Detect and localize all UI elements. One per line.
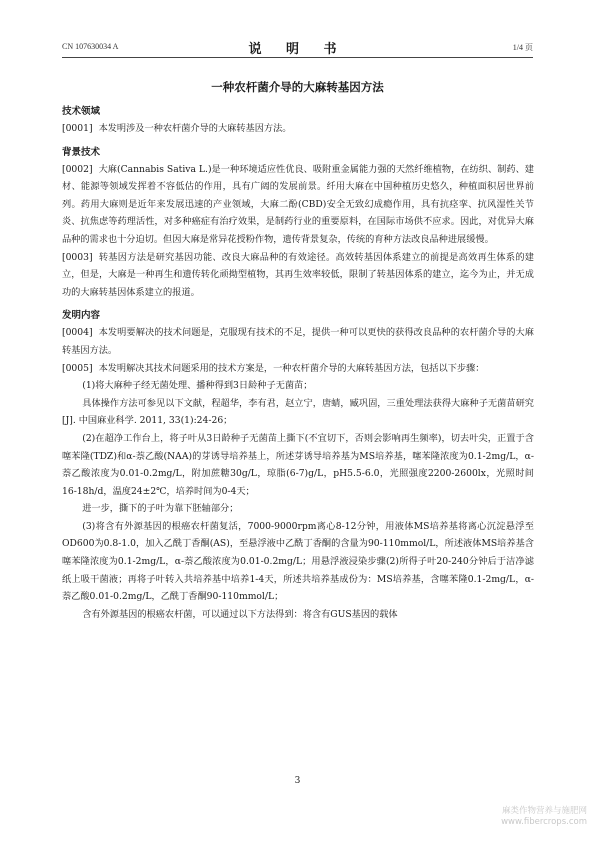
- step-2: (2)在超净工作台上，将子叶从3日龄种子无菌苗上撕下(不宜切下，否则会影响再生频率)，切去叶尖，正置于含噻苯隆(TDZ)和α-萘乙酸(NAA)的芽诱导培养基上，所述芽诱导培养基为MS培养基，噻苯隆浓度为0.1-2mg/L，α-萘乙酸浓度为0.01-0.2mg/L，附加蔗糖30g/L，琼脂(6-7)g/L，pH5.5-6.0，光照强度2200-2600lx，光照时间16-18h/d，温度24±2℃，培养时间为0-4天；: [62, 432, 534, 497]
- header-rule: [62, 57, 533, 58]
- paragraph-text: 大麻(Cannabis Sativa L.)是一种环境适应性优良、吸附重金属能力强的天然纤维植物，在纺织、制药、建材、能源等领域发挥着不容低估的作用，具有广阔的发展前景。纤用大麻在中国种植历史悠久，种植面积居世界前列。药用大麻则是近年来发展迅速的产业领域，大麻二酚(CBD)安全无致幻成瘾作用，具有抗痉挛、抗风湿性关节炎、抗焦虑等药理活性，对多种癌症有治疗效果，是制药行业的重要原料，在国际市场供不应求。因此，对优异大麻品种的需求也十分迫切。但因大麻是常异花授粉作物，遗传背景复杂，传统的育种方法改良品种进展缓慢。: [62, 163, 534, 245]
- section-heading-field: 技术领域: [62, 106, 101, 117]
- watermark-line-1: 麻类作物营养与施肥网: [501, 806, 587, 816]
- section-heading-invention: 发明内容: [62, 310, 101, 322]
- watermark-line-2: www.fibercrops.com: [501, 817, 587, 827]
- page-header: [62, 38, 533, 58]
- step-1-detail: 具体操作方法可参见以下文献，程超华，李有君，赵立宁，唐蜻，臧巩固，三重处理法获得大麻种子无菌苗研究[J]. 中国麻业科学. 2011, 33(1):24-26；: [62, 397, 534, 427]
- paragraph-text: 本发明解决其技术问题采用的技术方案是，一种农杆菌介导的大麻转基因方法，包括以下步骤：: [98, 362, 485, 374]
- document-number: CN 107630034 A: [62, 42, 119, 51]
- paragraph-0005: [62, 360, 534, 378]
- paragraph-number: [0002]: [62, 163, 93, 175]
- step-2-note: 进一步，撕下的子叶为靠下胚轴部分；: [82, 503, 239, 515]
- paragraph-0004: [62, 324, 534, 359]
- watermark: [501, 806, 587, 828]
- paragraph-text: 本发明涉及一种农杆菌介导的大麻转基因方法。: [98, 123, 292, 134]
- step-1: (1)将大麻种子经无菌处理、播种得到3日龄种子无菌苗；: [82, 380, 313, 392]
- paragraph-0002: [62, 161, 534, 249]
- paragraph-text: 本发明要解决的技术问题是，克服现有技术的不足，提供一种可以更快的获得改良品种的农杆菌介导的大麻转基因方法。: [62, 327, 534, 356]
- section-heading-background: 背景技术: [62, 146, 101, 158]
- page-number: 3: [294, 776, 301, 786]
- paragraph-0001: [62, 120, 534, 138]
- document-body: [62, 104, 534, 623]
- paragraph-number: [0001]: [62, 123, 93, 134]
- paragraph-agrobacterium: 含有外源基因的根癌农杆菌，可以通过以下方法得到：将含有GUS基因的载体: [82, 608, 398, 620]
- document-title: 一种农杆菌介导的大麻转基因方法: [211, 80, 384, 94]
- document-type: 说 明 书: [248, 42, 347, 57]
- paragraph-0003: [62, 249, 534, 302]
- paragraph-number: [0004]: [62, 327, 93, 339]
- step-3: (3)将含有外源基因的根癌农杆菌复活，7000-9000rpm离心8-12分钟，用液体MS培养基将离心沉淀悬浮至OD600为0.8-1.0，加入乙酰丁香酮(AS)，至悬浮液中乙酰丁香酮的含量为90-110mmol/L，所述液体MS培养基含噻苯隆浓度为0.1-2mg/L，α-萘乙酸浓度为0.01-0.2mg/L；用悬浮液浸染步骤(2)所得子叶20-240分钟后于洁净滤纸上吸干菌液；再将子叶转入共培养基中培养1-4天，所述共培养基成份为：MS培养基，含噻苯隆0.1-2mg/L，α-萘乙酸0.01-0.2mg/L，乙酰丁香酮90-110mmol/L；: [62, 520, 534, 603]
- paragraph-number: [0005]: [62, 362, 93, 374]
- paragraph-text: 转基因方法是研究基因功能、改良大麻品种的有效途径。高效转基因体系建立的前提是高效再生体系的建立，但是，大麻是一种再生和遗传转化顽拗型植物，其再生效率较低，限制了转基因体系的建立，迄今为止，并无成功的大麻转基因体系建立的报道。: [62, 251, 534, 298]
- paragraph-number: [0003]: [62, 251, 93, 263]
- page-of-indicator: 1/4 页: [512, 43, 533, 52]
